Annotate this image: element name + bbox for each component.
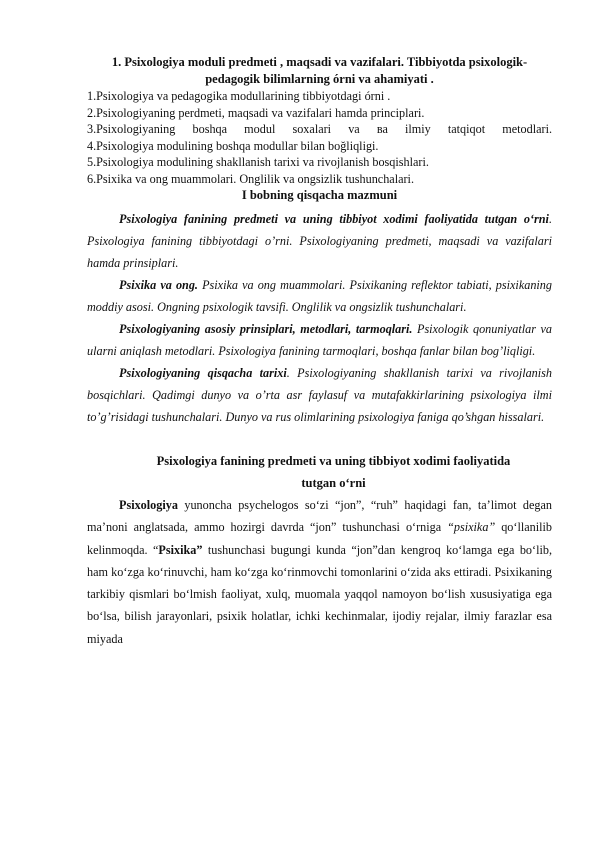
plan-item: 2.Psixologiyaning perdmeti, maqsadi va vazifalari hamda principlari. [87, 105, 425, 120]
summary-block [87, 208, 552, 428]
summary-paragraph [87, 318, 552, 362]
section-title [87, 450, 552, 494]
summary-paragraph [87, 208, 552, 274]
body-paragraph [87, 494, 552, 650]
term-psixika-italic: “psixika” [447, 520, 496, 535]
summary-text: Psixologik qonuniyatlar va ularni aniqlash metodlari. Psixologiya fanining tarmoqlari, boshqa fanlar bilan bog’liqligi. [87, 322, 552, 358]
body-text: yunoncha psychelogos so‘zi “jon”, “ruh” haqidagi fan, ta’limot degan ma’noni anglatsada, ammo hozirgi davrda “jon” tushunchasi o‘rniga [87, 498, 552, 535]
summary-text: . Psixologiya fanining tibbiyotdagi o’rni. Psixologiyaning predmeti, maqsadi va vazifalari hamda prinsiplari. [87, 212, 552, 270]
summary-title: I bobning qisqacha mazmuni [241, 188, 398, 202]
section-title-line-1: Psixologiya fanining predmeti va uning tibbiyot xodimi faoliyatida [156, 454, 511, 468]
summary-text: . Psixologiyaning shakllanish tarixi va rivojlanish bosqichlari. Qadimgi dunyo va o’rta asr faylasuf va mutafakkirlarining psixologiya ilmi to’g’risidagi tushunchalari. Dunyo va rus olimlarining psixologiya faniga qo’shgan hissalari. [87, 366, 553, 424]
section-title-line-2: tutgan o‘rni [301, 476, 366, 490]
plan-item: 4.Psixologiya modulining boshqa modullar bilan boğliqligi. [87, 138, 379, 153]
plan-item: 3.Psixologiyaning boshqa modul soxalari va ва ilmiy tatqiqot metodlari. [87, 122, 552, 136]
document-page [87, 54, 552, 650]
summary-paragraph [87, 362, 552, 428]
document-heading [87, 54, 552, 88]
summary-lead: Psixologiya fanining predmeti va uning tibbiyot xodimi faoliyatida tutgan o‘rni [119, 212, 549, 226]
summary-text: Psixika va ong muammolari. Psixikaning reflektor tabiati, psixikaning moddiy asosi. Ongning psixologik tavsifi. Onglilik va ongsizlik tushunchalari. [87, 278, 552, 314]
spacer [87, 428, 552, 450]
topic-plan-list [87, 88, 552, 187]
term-psixologiya: Psixologiya [119, 498, 178, 512]
plan-item: 6.Psixika va ong muammolari. Onglilik va ongsizlik tushunchalari. [87, 171, 414, 186]
summary-lead: Psixika va ong. [119, 278, 198, 292]
heading-line-2: pedagogik bilimlarning órni va ahamiyati . [205, 72, 434, 86]
body-text: qo‘llanilib kelinmoqda. “ [87, 520, 552, 557]
summary-lead: Psixologiyaning asosiy prinsiplari, metodlari, tarmoqlari. [119, 322, 413, 336]
summary-lead: Psixologiyaning qisqacha tarixi [119, 366, 287, 380]
plan-item: 1.Psixologiya va pedagogika modullarining tibbiyotdagi órni . [87, 89, 391, 103]
body-text: tushunchasi bugungi kunda “jon”dan kengroq ko‘lamga ega bo‘lib, ham ko‘zga ko‘rinuvchi, ham ko‘zga ko‘rinmovchi tomonlarini o‘zida aks ettiradi. Psixikaning tarkibiy qismlari bo‘lmish faoliyat, xulq, muomala yaqqol namoyon bo‘lish xususiyatiga ega bo‘lsa, bilish jarayonlari, psixik holatlar, ichki kechinmalar, ijodiy rejalar, ilmiy farazlar esa miyada [87, 542, 552, 646]
plan-item: 5.Psixologiya modulining shakllanish tarixi va rivojlanish bosqishlari. [87, 155, 429, 169]
summary-paragraph [87, 274, 552, 318]
heading-line-1: 1. Psixologiya moduli predmeti , maqsadi va vazifalari. Tibbiyotda psixologik- [111, 55, 528, 69]
section-body [87, 494, 552, 650]
term-psixika: Psixika” [158, 542, 203, 557]
